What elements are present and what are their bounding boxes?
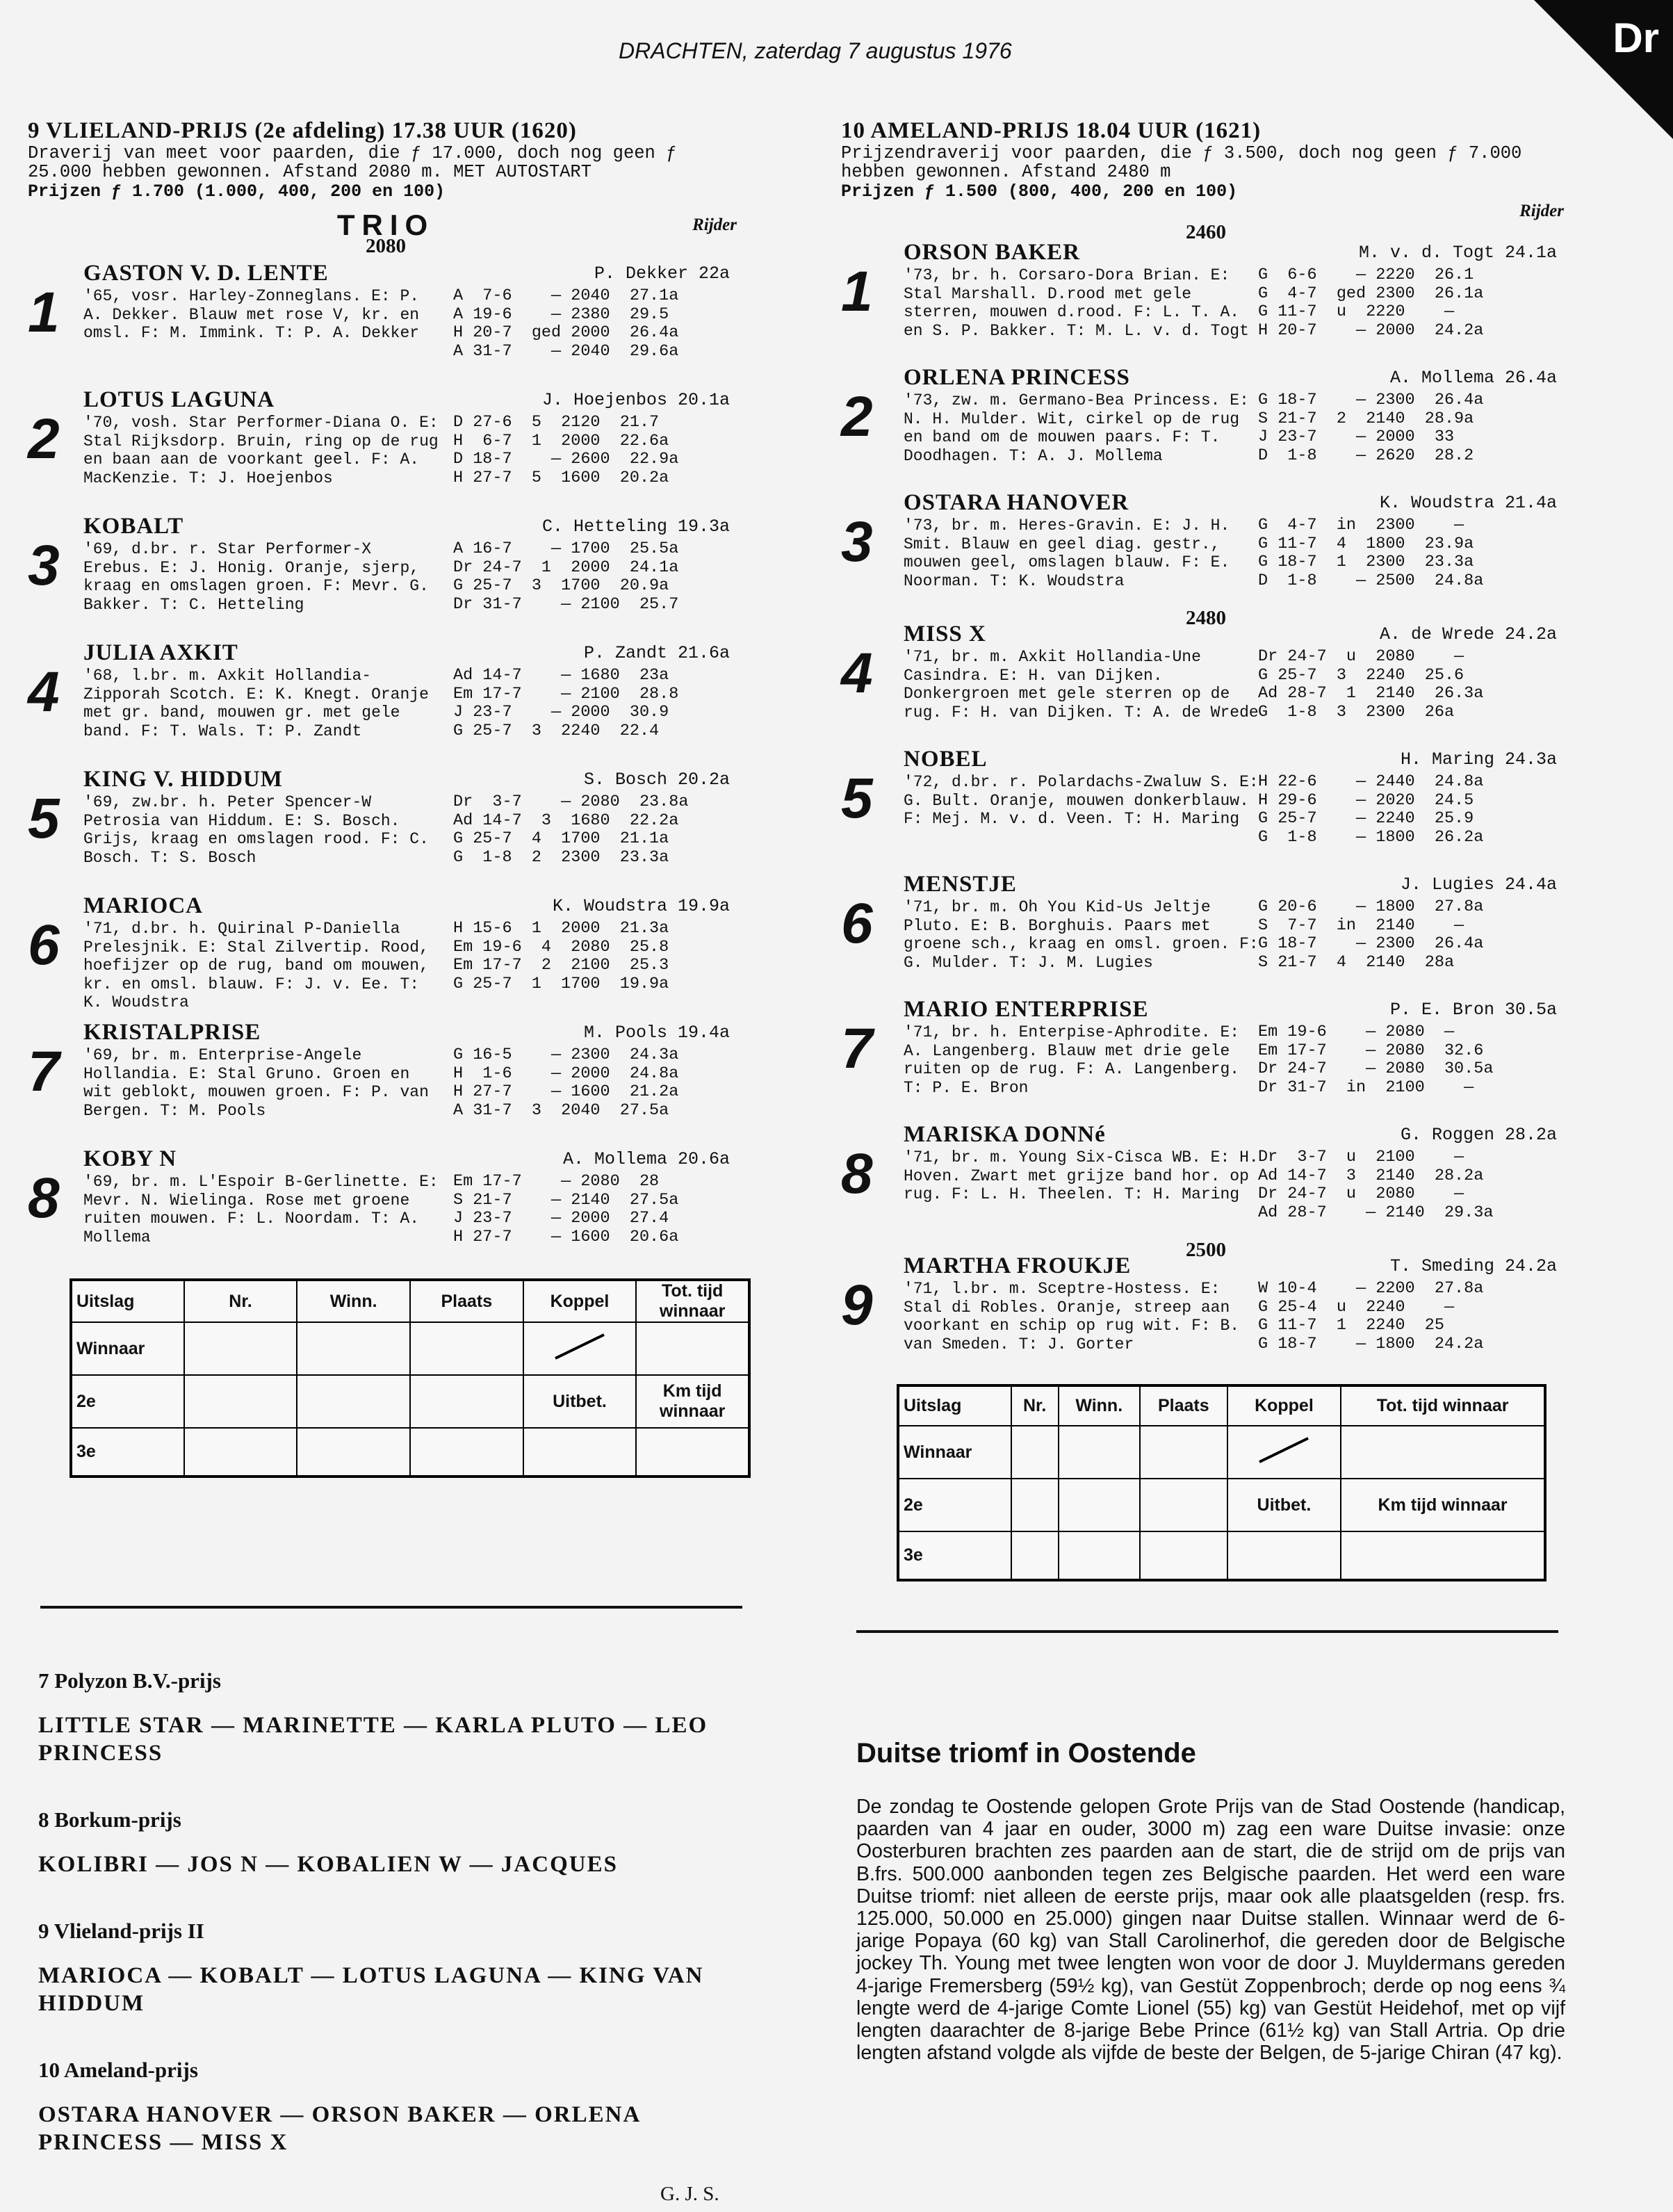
rijder-label: Rijder xyxy=(692,215,737,234)
horse-name: MENSTJE xyxy=(904,872,1017,897)
result-line: Em 19-6 — 2080 — xyxy=(1258,1023,1455,1041)
horse-results xyxy=(1258,773,1483,847)
horse-name: KRISTALPRISE xyxy=(83,1020,261,1045)
row-3e: 3e xyxy=(71,1428,184,1477)
row-2e: 2e xyxy=(898,1479,1011,1531)
horse-description: '70, vosh. Star Performer-Diana O. E: Stal Rijksdorp. Bruin, ring op de rug en baan aan de voorkant geel. F: A. MacKenzie. T: J. Hoejenbos xyxy=(83,414,439,487)
result-line: G 16-5 — 2300 24.3a xyxy=(453,1046,679,1064)
race-9-column xyxy=(28,118,744,1478)
horse-results xyxy=(1258,648,1483,722)
distance-label: 2480 xyxy=(1186,607,1226,629)
race-10-column xyxy=(841,118,1571,1581)
result-line: Dr 24-7 u 2080 — xyxy=(1258,647,1464,666)
result-line: G 18-7 — 1800 24.2a xyxy=(1258,1334,1484,1353)
horse-name: LOTUS LAGUNA xyxy=(83,387,275,412)
horse-list xyxy=(28,259,744,1271)
horse-name: ORLENA PRINCESS xyxy=(904,365,1130,390)
horse-results xyxy=(453,287,678,361)
result-line: J 23-7 — 2000 27.4 xyxy=(453,1209,669,1228)
horse-number: 6 xyxy=(28,913,60,977)
race-prizes: Prijzen ƒ 1.700 (1.000, 400, 200 en 100) xyxy=(28,181,446,202)
horse-description: '68, l.br. m. Axkit Hollandia-Zipporah Scotch. E: K. Knegt. Oranje met gr. band, mouwen gr. met gele band. F: T. Wals. T: P. Zandt xyxy=(83,667,429,740)
race-title: 9 VLIELAND-PRIJS (2e afdeling) 17.38 UUR (1620) xyxy=(28,118,577,143)
col-nr: Nr. xyxy=(1011,1385,1059,1426)
horse-driver: K. Woudstra 21.4a xyxy=(1379,493,1557,513)
horse-name: KOBY N xyxy=(83,1146,177,1171)
result-line: G 11-7 1 2240 25 xyxy=(1258,1316,1444,1335)
tip-heading: 10 Ameland-prijs xyxy=(38,2058,198,2082)
tip-line: MARIOCA — KOBALT — LOTUS LAGUNA — KING VAN HIDDUM xyxy=(38,1963,704,2016)
result-line: Dr 3-7 — 2080 23.8a xyxy=(453,792,689,811)
col-uitslag: Uitslag xyxy=(898,1385,1011,1426)
col-winn: Winn. xyxy=(297,1280,410,1322)
col-koppel: Koppel xyxy=(523,1280,637,1322)
horse-number: 4 xyxy=(841,642,873,705)
result-line: H 20-7 — 2000 24.2a xyxy=(1258,320,1484,340)
horse-description: '69, d.br. r. Star Performer-X Erebus. E: J. Honig. Oranje, sjerp, kraag en omslagen groen. F: Mevr. G. Bakker. T: C. Hetteling xyxy=(83,540,429,614)
result-table xyxy=(897,1384,1546,1581)
horse-results xyxy=(453,920,669,993)
result-line: S 21-7 — 2140 27.5a xyxy=(453,1190,679,1210)
col-plaats: Plaats xyxy=(1140,1385,1227,1426)
horse-number: 8 xyxy=(28,1166,60,1230)
result-line: A 19-6 — 2380 29.5 xyxy=(453,304,669,324)
result-line: G 20-6 — 1800 27.8a xyxy=(1258,897,1484,916)
horse-results xyxy=(453,793,688,867)
result-line: Em 19-6 4 2080 25.8 xyxy=(453,937,669,957)
horse-description: '73, br. m. Heres-Gravin. E: J. H. Smit. Blauw en geel diag. gestr., mouwen geel, omslagen blauw. F: E. Noorman. T: K. Woudstra xyxy=(904,517,1230,590)
horse-number: 2 xyxy=(28,407,60,471)
horse-results xyxy=(1258,1023,1493,1097)
result-line: G 25-7 1 1700 19.9a xyxy=(453,974,669,993)
result-line: A 31-7 — 2040 29.6a xyxy=(453,341,679,361)
horse-entry xyxy=(28,765,744,892)
result-line: G 25-7 — 2240 25.9 xyxy=(1258,809,1474,828)
result-line: G 18-7 — 2300 26.4a xyxy=(1258,934,1484,953)
horse-description: '69, br. m. Enterprise-Angele Hollandia. E: Stal Gruno. Groen en wit geblokt, mouwen groen. F: P. van Bergen. T: M. Pools xyxy=(83,1046,429,1120)
result-line: G 11-7 4 1800 23.9a xyxy=(1258,534,1474,553)
horse-description: '73, zw. m. Germano-Bea Princess. E: N. H. Mulder. Wit, cirkel op de rug en band om de mouwen paars. F: T. Doodhagen. T: A. J. Mollema xyxy=(904,391,1249,465)
result-line: G 25-7 3 2240 25.6 xyxy=(1258,665,1464,685)
horse-number: 9 xyxy=(841,1274,873,1337)
horse-description: '71, l.br. m. Sceptre-Hostess. E: Stal di Robles. Oranje, streep aan voorkant en schip op rug wit. F: B. van Smeden. T: J. Gorter xyxy=(904,1280,1240,1353)
row-3e: 3e xyxy=(898,1531,1011,1580)
result-line: G 25-7 3 2240 22.4 xyxy=(453,721,660,740)
horse-number: 5 xyxy=(28,787,60,850)
result-line: D 1-8 — 2620 28.2 xyxy=(1258,446,1474,465)
distance-label: 2080 xyxy=(366,235,406,257)
horse-entry xyxy=(841,1252,1571,1377)
result-line: G 18-7 1 2300 23.3a xyxy=(1258,553,1474,571)
horse-driver: M. Pools 19.4a xyxy=(583,1023,730,1043)
horse-description: '65, vosr. Harley-Zonneglans. E: P. A. Dekker. Blauw met rose V, kr. en omsl. F: M. Immink. T: P. A. Dekker xyxy=(83,287,420,342)
horse-driver: M. v. d. Togt 24.1a xyxy=(1358,243,1557,263)
horse-description: '71, br. m. Axkit Hollandia-Une Casindra. E: H. van Dijken. Donkergroen met gele sterren op de rug. F: H. van Dijken. T: A. de Wrede xyxy=(904,648,1259,722)
horse-entry xyxy=(841,745,1571,870)
horse-description: '71, br. m. Young Six-Cisca WB. E: H. Hoven. Zwart met grijze band hor. op rug. F: L. H. Theelen. T: H. Maring xyxy=(904,1148,1259,1203)
horse-results xyxy=(453,414,678,487)
result-line: Em 17-7 — 2100 28.8 xyxy=(453,684,679,704)
horse-driver: K. Woudstra 19.9a xyxy=(552,896,730,916)
result-line: W 10-4 — 2200 27.8a xyxy=(1258,1279,1484,1298)
tip-line: KOLIBRI — JOS N — KOBALIEN W — JACQUES xyxy=(38,1852,618,1877)
horse-results xyxy=(453,540,678,614)
divider xyxy=(40,1606,742,1609)
horse-name: KOBALT xyxy=(83,514,184,539)
horse-number: 7 xyxy=(28,1040,60,1103)
horse-name: GASTON V. D. LENTE xyxy=(83,261,329,286)
horse-driver: A. Mollema 26.4a xyxy=(1389,368,1557,388)
result-line: G 25-7 4 1700 21.1a xyxy=(453,829,669,848)
result-line: Dr 24-7 — 2080 30.5a xyxy=(1258,1059,1494,1078)
result-line: S 7-7 in 2140 — xyxy=(1258,916,1464,935)
result-line: Ad 28-7 — 2140 29.3a xyxy=(1258,1203,1494,1222)
result-line: H 1-6 — 2000 24.8a xyxy=(453,1064,679,1083)
row-winnaar: Winnaar xyxy=(898,1426,1011,1479)
horse-results xyxy=(453,1046,678,1120)
horse-entry xyxy=(841,995,1571,1121)
horse-description: '72, d.br. r. Polardachs-Zwaluw S. E: G. Bult. Oranje, mouwen donkerblauw. F: Mej. M. v. d. Veen. T: H. Maring xyxy=(904,773,1259,828)
col-tot-tijd: Tot. tijd winnaar xyxy=(1341,1385,1545,1426)
result-line: Ad 28-7 1 2140 26.3a xyxy=(1258,684,1484,703)
horse-name: MARISKA DONNé xyxy=(904,1122,1106,1147)
col-winn: Winn. xyxy=(1059,1385,1140,1426)
horse-results xyxy=(1258,517,1483,590)
horse-driver: J. Hoejenbos 20.1a xyxy=(541,390,730,410)
result-line: H 20-7 ged 2000 26.4a xyxy=(453,323,679,342)
uitbet-label: Uitbet. xyxy=(523,1375,637,1428)
horse-number: 7 xyxy=(841,1017,873,1080)
race-description: Prijzendraverij voor paarden, die ƒ 3.500, doch nog geen ƒ 7.000 hebben gewonnen. Afstand 2480 m xyxy=(841,143,1522,182)
horse-name: JULIA AXKIT xyxy=(83,640,238,665)
horse-entry xyxy=(841,620,1571,745)
horse-driver: J. Lugies 24.4a xyxy=(1400,875,1557,895)
race-title: 10 AMELAND-PRIJS 18.04 UUR (1621) xyxy=(841,118,1262,143)
article-body: De zondag te Oostende gelopen Grote Prijs van de Stad Oostende (handicap, paarden van 4 jaar en ouder, 3000 m) zag een ware Duitse invasie: onze Oosterburen brachten zes paarden aan de start, die de strijd om de prijs van B.frs. 500.000 aanbonden tegen zes Belgische paarden. Het werd een ware Duitse triomf: niet alleen de eerste prijs, maar ook alle plaatsgelden (resp. frs. 125.000, 50.000 en 25.000) gingen naar Duitse stallen. Winnaar werd de 6-jarige Popaya (60 kg) van Stall Carolinerhof, die gereden door de Belgische jockey Th. Young met twee lengten won voor de door J. Muyldermans gereden 4-jarige Fremersberg (59½ kg), van Gestüt Zoppenbroch; derde op nog eens ¾ lengte werd de 4-jarige Comte Lionel (55) kg) van Gestüt Heidehof, met op vijf lengten daarachter de 8-jarige Bebe Prince (61½ kg) van Stall Artria. Op drie lengten afstand volgde als vijfde de beste der Belgen, de 5-jarige Chiran (47 kg). xyxy=(856,1796,1565,2065)
horse-entry xyxy=(28,639,744,765)
km-tijd-label: Km tijd winnaar xyxy=(636,1375,749,1428)
horse-driver: P. Zandt 21.6a xyxy=(583,643,730,663)
result-line: S 21-7 2 2140 28.9a xyxy=(1258,409,1474,428)
result-line: Em 17-7 — 2080 28 xyxy=(453,1172,660,1191)
distance-label: 2460 xyxy=(1186,221,1226,243)
result-line: G 4-7 ged 2300 26.1a xyxy=(1258,284,1484,303)
result-line: Em 17-7 — 2080 32.6 xyxy=(1258,1041,1484,1060)
horse-list xyxy=(841,238,1571,1377)
horse-description: '69, zw.br. h. Peter Spencer-W Petrosia van Hiddum. E: S. Bosch. Grijs, kraag en omslagen rood. F: C. Bosch. T: S. Bosch xyxy=(83,793,429,867)
col-koppel: Koppel xyxy=(1227,1385,1341,1426)
result-line: A 7-6 — 2040 27.1a xyxy=(453,286,679,305)
col-nr: Nr. xyxy=(184,1280,297,1322)
tip-line: LITTLE STAR — MARINETTE — KARLA PLUTO — LEO PRINCESS xyxy=(38,1713,708,1766)
result-line: Em 17-7 2 2100 25.3 xyxy=(453,956,669,975)
horse-results xyxy=(1258,1280,1483,1353)
horse-number: 1 xyxy=(28,281,60,344)
uitbet-label: Uitbet. xyxy=(1227,1479,1341,1531)
horse-driver: A. Mollema 20.6a xyxy=(562,1149,730,1169)
horse-number: 4 xyxy=(28,660,60,724)
result-line: G 18-7 — 2300 26.4a xyxy=(1258,391,1484,409)
horse-description: '71, d.br. h. Quirinal P-Daniella Prelesjnik. E: Stal Zilvertip. Rood, hoefijzer op de rug, band om mouwen, kr. en omsl. blauw. F: J. v. Ee. T: K. Woudstra xyxy=(83,920,429,1011)
result-line: G 25-7 3 1700 20.9a xyxy=(453,576,669,595)
result-line: H 29-6 — 2020 24.5 xyxy=(1258,790,1474,810)
horse-results xyxy=(1258,1148,1493,1222)
horse-results xyxy=(1258,898,1483,972)
result-line: Dr 24-7 1 2000 24.1a xyxy=(453,558,679,577)
horse-results xyxy=(453,667,678,740)
horse-number: 5 xyxy=(841,767,873,830)
horse-name: MARIO ENTERPRISE xyxy=(904,997,1149,1022)
result-line: J 23-7 — 2000 33 xyxy=(1258,428,1455,446)
horse-entry xyxy=(28,892,744,1018)
tip-heading: 9 Vlieland-prijs II xyxy=(38,1919,204,1943)
horse-entry xyxy=(28,386,744,512)
horse-driver: A. de Wrede 24.2a xyxy=(1379,624,1557,644)
horse-entry xyxy=(28,259,744,386)
page-header: DRACHTEN, zaterdag 7 augustus 1976 xyxy=(619,38,1012,63)
result-line: J 23-7 — 2000 30.9 xyxy=(453,703,669,722)
tip-line: OSTARA HANOVER — ORSON BAKER — ORLENA PRINCESS — MISS X xyxy=(38,2102,640,2155)
horse-entry xyxy=(841,238,1571,364)
article xyxy=(856,1738,1565,2064)
result-line: D 18-7 — 2600 22.9a xyxy=(453,450,679,469)
result-line: G 1-8 3 2300 26a xyxy=(1258,702,1455,722)
result-line: Ad 14-7 3 1680 22.2a xyxy=(453,811,679,830)
horse-driver: T. Smeding 24.2a xyxy=(1389,1256,1557,1276)
col-plaats: Plaats xyxy=(410,1280,523,1322)
result-line: A 16-7 — 1700 25.5a xyxy=(453,539,679,558)
result-line: G 4-7 in 2300 — xyxy=(1258,516,1464,535)
divider xyxy=(856,1630,1558,1633)
horse-entry xyxy=(841,364,1571,489)
horse-name: NOBEL xyxy=(904,747,988,772)
signature: G. J. S. xyxy=(660,2183,719,2205)
horse-number: 8 xyxy=(841,1142,873,1205)
tips-section xyxy=(38,1668,754,2156)
col-uitslag: Uitslag xyxy=(71,1280,184,1322)
result-line: G 1-8 2 2300 23.3a xyxy=(453,847,669,867)
horse-results xyxy=(1258,266,1483,340)
result-line: A 31-7 3 2040 27.5a xyxy=(453,1100,669,1120)
horse-description: '73, br. h. Corsaro-Dora Brian. E: Stal Marshall. D.rood met gele sterren, mouwen d.rood. F: L. T. A. en S. P. Bakker. T: M. L. v. d. Togt xyxy=(904,266,1249,340)
result-line: H 27-7 5 1600 20.2a xyxy=(453,468,669,487)
horse-name: MISS X xyxy=(904,621,986,646)
horse-entry xyxy=(841,489,1571,614)
result-line: Ad 14-7 — 1680 23a xyxy=(453,666,669,685)
tip-heading: 7 Polyzon B.V.-prijs xyxy=(38,1668,221,1693)
corner-tag: Dr xyxy=(1613,15,1659,61)
result-line: H 27-7 — 1600 20.6a xyxy=(453,1227,679,1246)
result-line: H 15-6 1 2000 21.3a xyxy=(453,919,669,938)
result-line: G 11-7 u 2220 — xyxy=(1258,302,1455,321)
result-line: G 6-6 — 2220 26.1 xyxy=(1258,266,1474,284)
horse-results xyxy=(453,1173,678,1246)
horse-driver: G. Roggen 28.2a xyxy=(1400,1125,1557,1145)
horse-name: OSTARA HANOVER xyxy=(904,490,1129,515)
km-tijd-label: Km tijd winnaar xyxy=(1341,1479,1545,1531)
result-line: Ad 14-7 3 2140 28.2a xyxy=(1258,1166,1484,1185)
race-prizes: Prijzen ƒ 1.500 (800, 400, 200 en 100) xyxy=(841,181,1238,202)
result-line: H 22-6 — 2440 24.8a xyxy=(1258,772,1484,791)
horse-results xyxy=(1258,391,1483,465)
row-2e: 2e xyxy=(71,1375,184,1428)
result-table xyxy=(70,1278,751,1478)
result-line: G 1-8 — 1800 26.2a xyxy=(1258,827,1484,847)
row-winnaar: Winnaar xyxy=(71,1322,184,1375)
result-line: D 1-8 — 2500 24.8a xyxy=(1258,571,1484,590)
horse-driver: C. Hetteling 19.3a xyxy=(541,517,730,537)
result-line: Dr 3-7 u 2100 — xyxy=(1258,1148,1464,1166)
horse-entry xyxy=(28,1145,744,1271)
distance-label: 2500 xyxy=(1186,1239,1226,1261)
horse-number: 6 xyxy=(841,892,873,955)
rijder-label: Rijder xyxy=(1519,202,1564,220)
koppel-slash xyxy=(523,1322,637,1375)
horse-name: MARTHA FROUKJE xyxy=(904,1253,1132,1278)
horse-name: MARIOCA xyxy=(83,893,203,918)
horse-entry xyxy=(841,1121,1571,1246)
horse-driver: S. Bosch 20.2a xyxy=(583,770,730,790)
horse-driver: P. E. Bron 30.5a xyxy=(1389,1000,1557,1020)
horse-description: '71, br. h. Enterpise-Aphrodite. E: A. Langenberg. Blauw met drie gele ruiten op de rug. F: A. Langenberg. T: P. E. Bron xyxy=(904,1023,1240,1097)
result-line: Dr 31-7 — 2100 25.7 xyxy=(453,594,679,614)
race-description: Draverij van meet voor paarden, die ƒ 17.000, doch nog geen ƒ 25.000 hebben gewonnen. Afstand 2080 m. MET AUTOSTART xyxy=(28,143,677,182)
result-line: Dr 31-7 in 2100 — xyxy=(1258,1077,1474,1097)
koppel-slash xyxy=(1227,1426,1341,1479)
horse-driver: H. Maring 24.3a xyxy=(1400,749,1557,770)
result-line: G 25-4 u 2240 — xyxy=(1258,1297,1455,1317)
horse-number: 1 xyxy=(841,260,873,323)
horse-number: 2 xyxy=(841,385,873,448)
horse-driver: P. Dekker 22a xyxy=(594,263,730,284)
col-tot-tijd: Tot. tijd winnaar xyxy=(636,1280,749,1322)
result-line: S 21-7 4 2140 28a xyxy=(1258,952,1455,972)
horse-name: KING V. HIDDUM xyxy=(83,767,283,792)
horse-entry xyxy=(28,512,744,639)
horse-number: 3 xyxy=(28,534,60,597)
result-line: H 6-7 1 2000 22.6a xyxy=(453,431,669,450)
article-title: Duitse triomf in Oostende xyxy=(856,1738,1196,1768)
horse-name: ORSON BAKER xyxy=(904,240,1080,265)
result-line: D 27-6 5 2120 21.7 xyxy=(453,413,660,432)
horse-entry xyxy=(841,870,1571,995)
result-line: H 27-7 — 1600 21.2a xyxy=(453,1082,679,1101)
tip-heading: 8 Borkum-prijs xyxy=(38,1807,181,1832)
horse-number: 3 xyxy=(841,510,873,574)
horse-entry xyxy=(28,1018,744,1145)
horse-description: '69, br. m. L'Espoir B-Gerlinette. E: Mevr. N. Wielinga. Rose met groene ruiten mouwen. F: L. Noordam. T: A. Mollema xyxy=(83,1173,439,1246)
result-line: Dr 24-7 u 2080 — xyxy=(1258,1185,1464,1203)
horse-description: '71, br. m. Oh You Kid-Us Jeltje Pluto. E: B. Borghuis. Paars met groene sch., kraag en omsl. groen. F: G. Mulder. T: J. M. Lugies xyxy=(904,898,1259,972)
trio-label: TRIO xyxy=(336,209,435,241)
